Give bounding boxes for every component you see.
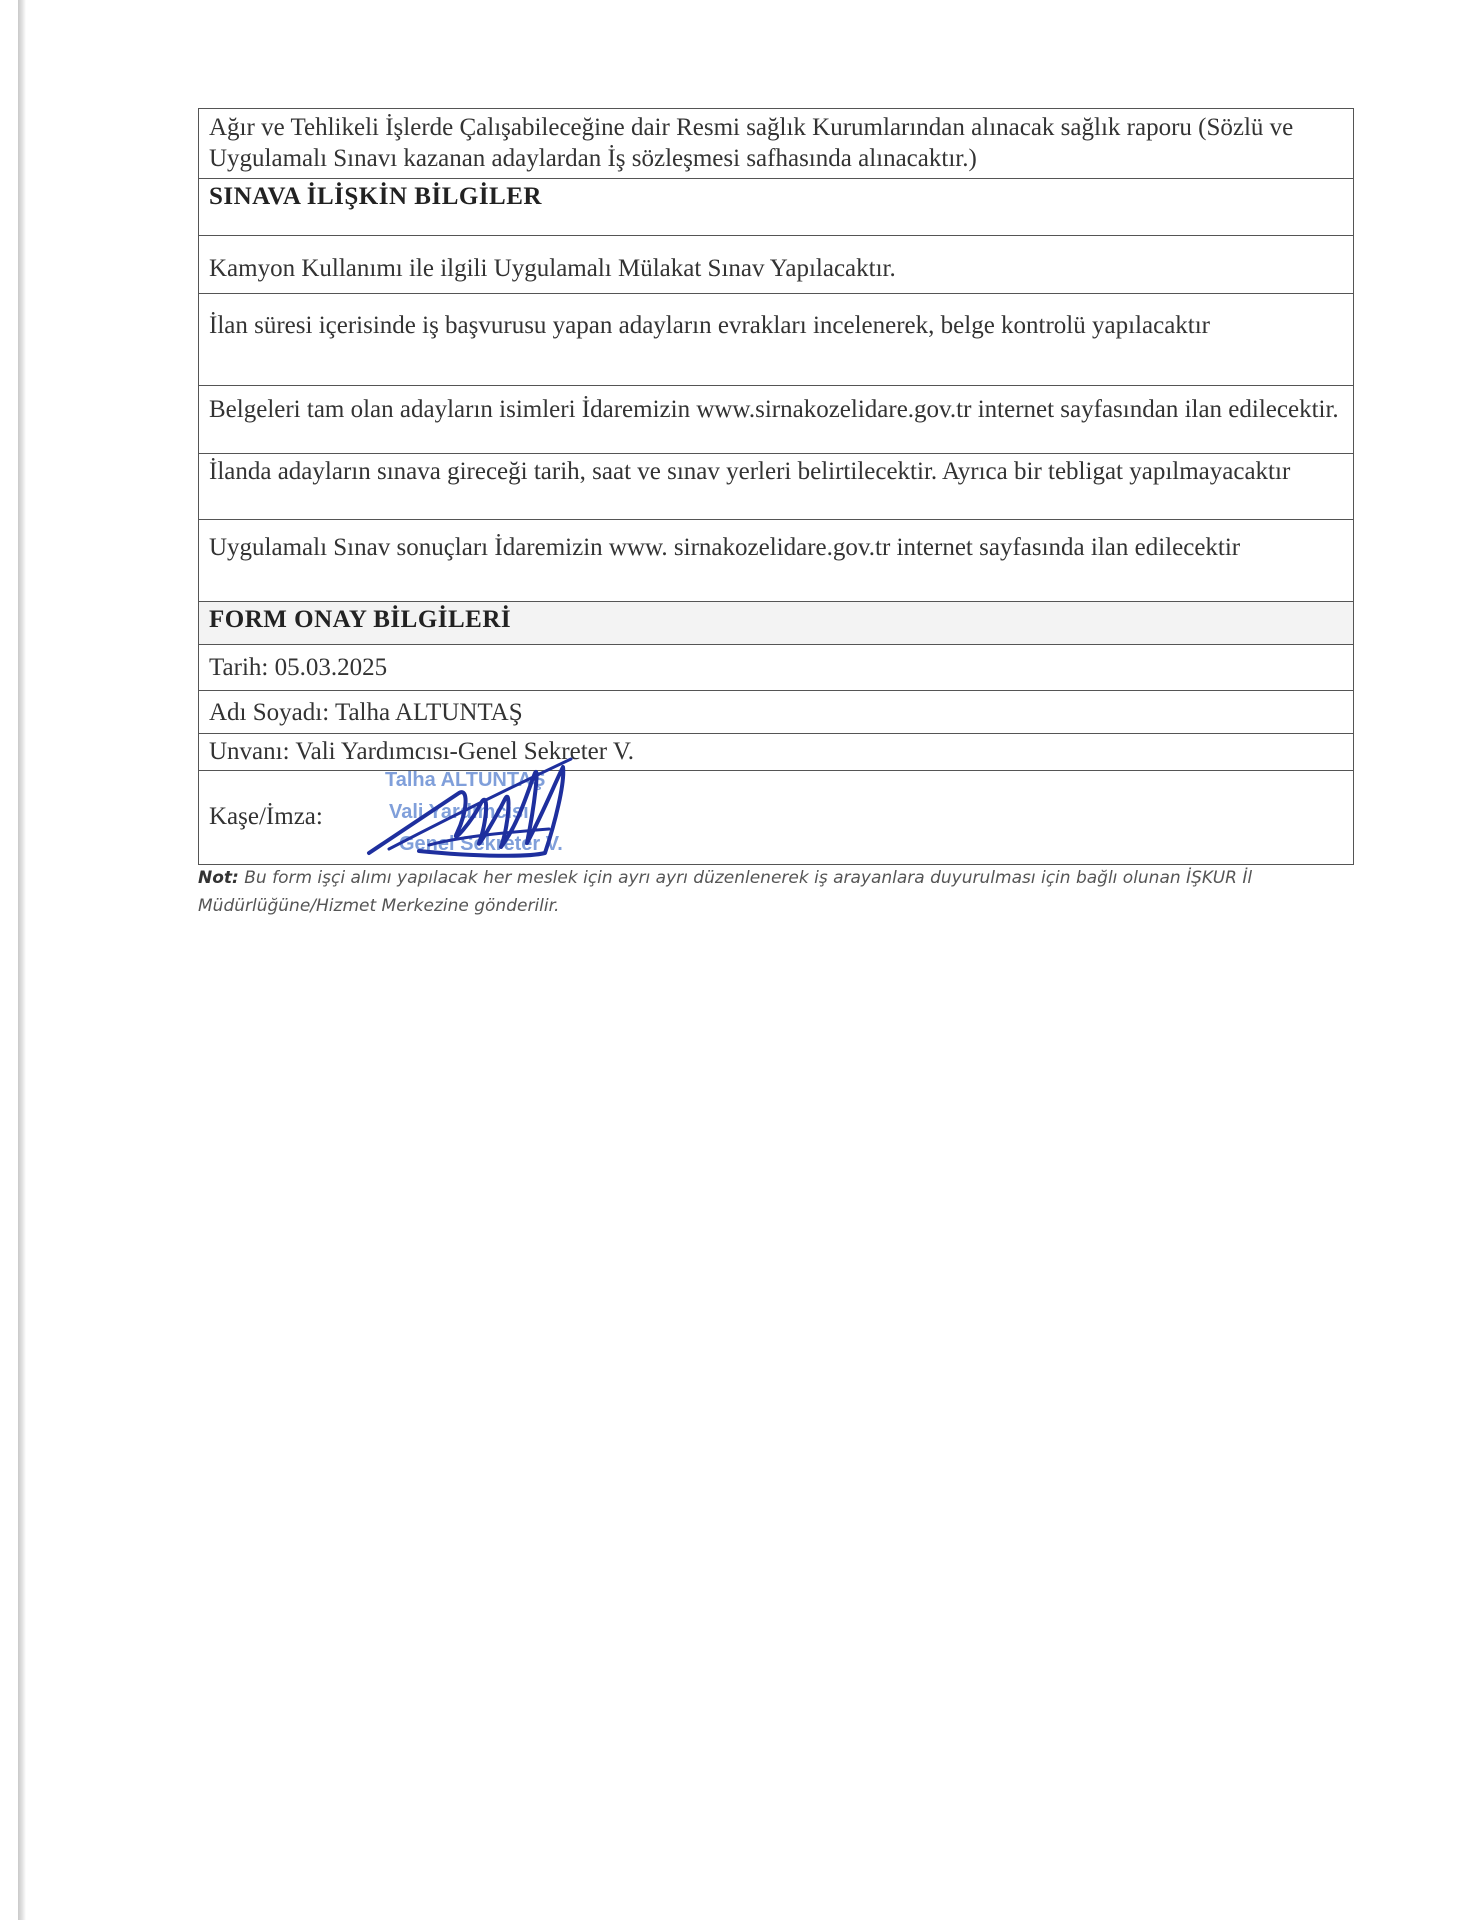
exam-info-row-1 <box>199 236 1353 294</box>
approval-heading-row <box>199 602 1353 645</box>
stamp-signature-label: Kaşe/İmza: <box>209 803 323 830</box>
footnote-text: Bu form işçi alımı yapılacak her meslek için ayrı ayrı düzenlenerek iş arayanlara duyurulması için bağlı olunan İŞKUR İl Müdürlüğüne/Hizmet Merkezine gönderilir. <box>198 868 1253 916</box>
exam-info-text-1: Kamyon Kullanımı ile ilgili Uygulamalı Mülakat Sınav Yapılacaktır. <box>209 255 896 282</box>
name-row <box>199 691 1353 734</box>
exam-info-row-3 <box>199 386 1353 454</box>
health-report-text: Ağır ve Tehlikeli İşlerde Çalışabileceğine dair Resmi sağlık Kurumlarından alınacak sağlık raporu (Sözlü ve Uygulamalı Sınavı kazanan adaylardan İş sözleşmesi safhasında alınacaktır.) <box>209 114 1294 172</box>
exam-info-heading-row <box>199 179 1353 236</box>
exam-info-text-3: Belgeleri tam olan adayların isimleri İdaremizin www.sirnakozelidare.gov.tr internet sayfasından ilan edilecektir. <box>209 396 1339 423</box>
exam-info-row-5 <box>199 520 1353 602</box>
stamp-line-1: Talha ALTUNTAŞ <box>385 769 546 791</box>
approval-heading: FORM ONAY BİLGİLERİ <box>209 606 512 633</box>
scan-edge <box>18 0 26 1920</box>
exam-info-row-4 <box>199 454 1353 520</box>
date-row <box>199 645 1353 691</box>
footnote <box>198 864 1358 920</box>
stamp-signature-row <box>199 771 1353 865</box>
date-text: Tarih: 05.03.2025 <box>209 654 388 681</box>
exam-info-text-2: İlan süresi içerisinde iş başvurusu yapan adayların evrakları incelenerek, belge kontrolü yapılacaktır <box>209 312 1211 339</box>
stamp-line-3: Genel Sekreter V. <box>399 833 563 855</box>
title-row <box>199 734 1353 771</box>
exam-info-row-2 <box>199 294 1353 386</box>
stamp-line-2: Vali Yardımcısı <box>389 801 529 823</box>
exam-info-heading: SINAVA İLİŞKİN BİLGİLER <box>209 183 542 210</box>
form-table <box>198 108 1354 865</box>
exam-info-text-5: Uygulamalı Sınav sonuçları İdaremizin www. sirnakozelidare.gov.tr internet sayfasında ilan edilecektir <box>209 534 1241 561</box>
exam-info-text-4: İlanda adayların sınava gireceği tarih, saat ve sınav yerleri belirtilecektir. Ayrıca bir tebligat yapılmayacaktır <box>209 458 1291 485</box>
name-text: Adı Soyadı: Talha ALTUNTAŞ <box>209 699 523 726</box>
title-text: Unvanı: Vali Yardımcısı-Genel Sekreter V. <box>209 738 634 765</box>
footnote-label: Not: <box>198 868 239 888</box>
health-report-row <box>199 109 1353 179</box>
